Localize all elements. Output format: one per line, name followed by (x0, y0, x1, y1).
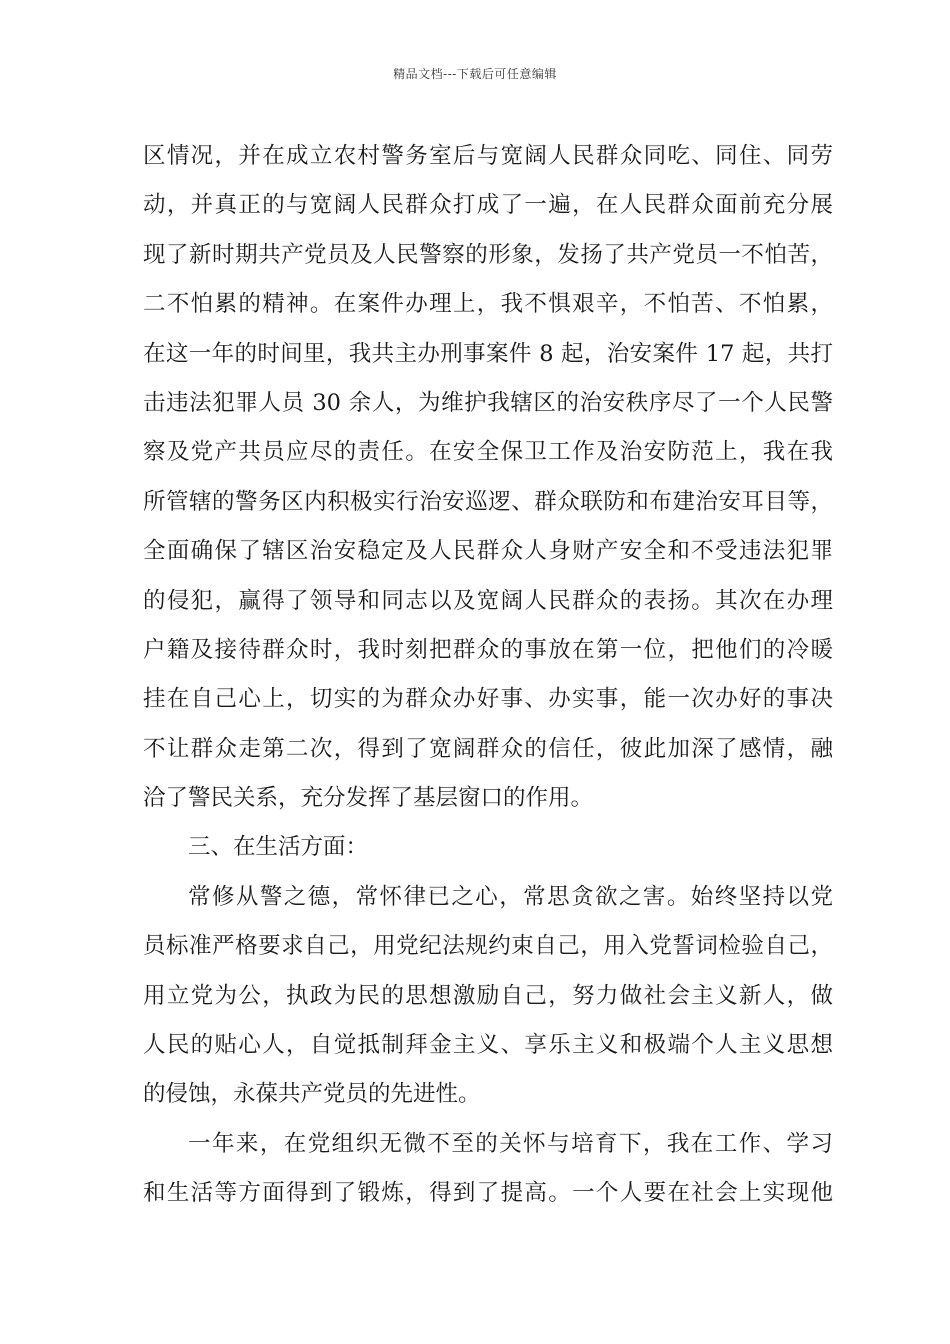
text-line: 的侵犯，赢得了领导和同志以及宽阔人民群众的表扬。其次在办理 (143, 587, 833, 614)
text-line: 常修从警之德，常怀律已之心，常思贪欲之害。始终坚持以党 (188, 883, 833, 910)
text-line: 动，并真正的与宽阔人民群众打成了一遍，在人民群众面前充分展 (143, 192, 833, 219)
text-line: 挂在自己心上，切实的为群众办好事、办实事，能一次办好的事决 (143, 686, 833, 713)
text-line: 一年来，在党组织无微不至的关怀与培育下，我在工作、学习 (188, 1130, 833, 1157)
text-line: 在这一年的时间里，我共主办刑事案件 8 起，治安案件 17 起，共打 (143, 340, 833, 367)
text-line: 现了新时期共产党员及人民警察的形象，发扬了共产党员一不怕苦， (143, 241, 833, 268)
text-line: 区情况，并在成立农村警务室后与宽阔人民群众同吃、同住、同劳 (143, 143, 833, 169)
page-header: 精品文档---下载后可任意编辑 (393, 67, 557, 81)
text-line: 二不怕累的精神。在案件办理上，我不惧艰辛，不怕苦、不怕累， (143, 291, 833, 318)
text-line: 员标准严格要求自己，用党纪法规约束自己，用入党誓词检验自己， (143, 933, 833, 960)
text-line: 用立党为公，执政为民的思想激励自己，努力做社会主义新人，做 (143, 982, 833, 1009)
text-line: 和生活等方面得到了锻炼，得到了提高。一个人要在社会上实现他 (143, 1180, 833, 1207)
text-line: 所管辖的警务区内积极实行治安巡逻、群众联防和布建治安耳目等， (143, 488, 833, 515)
text-line: 全面确保了辖区治安稳定及人民群众人身财产安全和不受违法犯罪 (143, 538, 833, 565)
text-line: 不让群众走第二次，得到了宽阔群众的信任，彼此加深了感情，融 (143, 735, 833, 762)
text-line: 洽了警民关系，充分发挥了基层窗口的作用。 (143, 785, 594, 812)
document-body (143, 132, 833, 1219)
text-line: 的侵蚀，永葆共产党员的先进性。 (143, 1081, 481, 1108)
text-line: 户籍及接待群众时，我时刻把群众的事放在第一位，把他们的冷暖 (143, 636, 833, 663)
text-line: 人民的贴心人，自觉抵制拜金主义、享乐主义和极端个人主义思想 (143, 1032, 833, 1059)
text-line: 察及党产共员应尽的责任。在安全保卫工作及治安防范上，我在我 (143, 439, 833, 466)
section-heading: 三、在生活方面： (188, 834, 369, 861)
text-line: 击违法犯罪人员 30 余人，为维护我辖区的治安秩序尽了一个人民警 (143, 389, 833, 416)
